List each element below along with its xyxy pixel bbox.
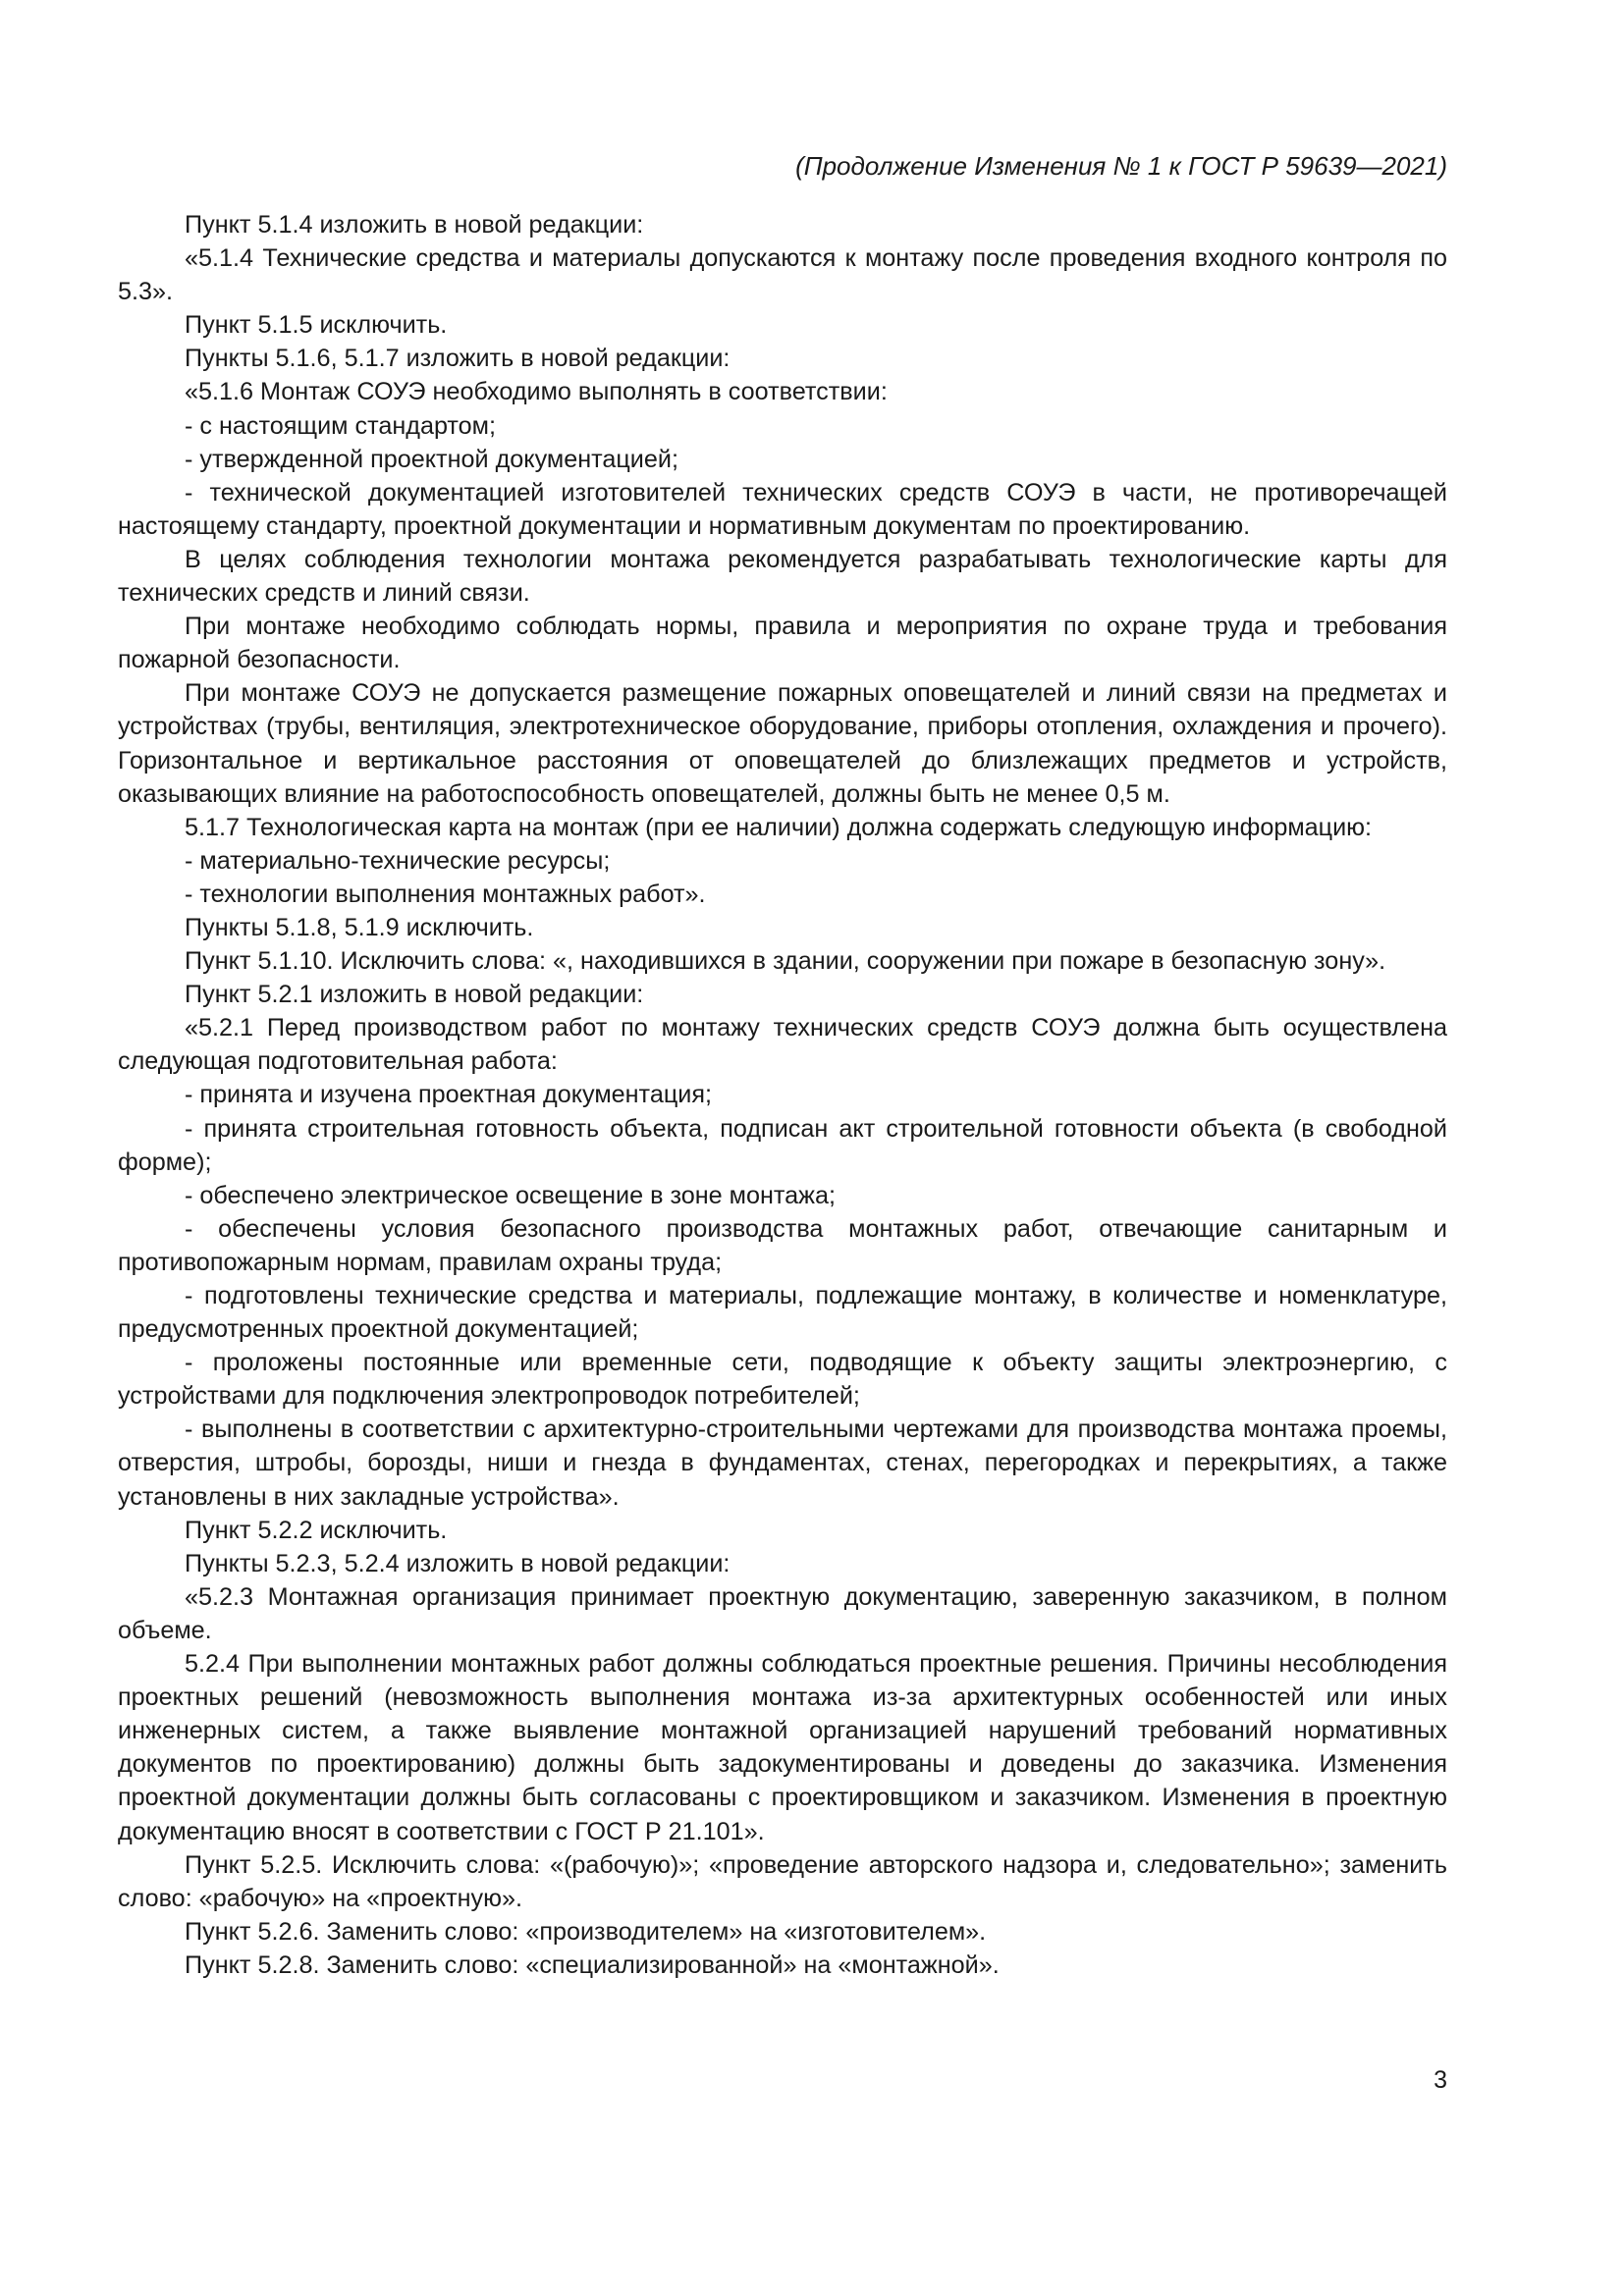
list-item: - с настоящим стандартом; xyxy=(185,411,496,440)
paragraph: 5.1.7 Технологическая карта на монтаж (при ее наличии) должна содержать следующую информацию: xyxy=(185,813,1373,841)
page-number: 3 xyxy=(1434,2066,1447,2094)
list-item: - обеспечены условия безопасного производства монтажных работ, отвечающие санитарным и противопожарным нормам, правилам охраны труда; xyxy=(118,1214,1447,1276)
paragraph: 5.2.4 При выполнении монтажных работ должны соблюдаться проектные решения. Причины несоблюдения проектных решений (невозможность выполнения монтажа из-за архитектурных особенностей или иных инженерных систем, а также выявление монтажной организацией нарушений требований нормативных документов по проектированию) должны быть задокументированы и доведены до заказчика. Изменения проектной документации должны быть согласованы с проектировщиком и заказчиком. Изменения в проектную документацию вносят в соответствии с ГОСТ Р 21.101». xyxy=(118,1650,1447,1845)
paragraph: При монтаже СОУЭ не допускается размещение пожарных оповещателей и линий связи на предметах и устройствах (трубы, вентиляция, электротехническое оборудование, приборы отопления, охлаждения и прочего). Горизонтальное и вертикальное расстояния от оповещателей до близлежащих предметов и устройств, оказывающих влияние на работоспособность оповещателей, должны быть не менее 0,5 м. xyxy=(118,679,1447,808)
list-item: - принята и изучена проектная документация; xyxy=(185,1081,712,1109)
paragraph: Пункты 5.1.6, 5.1.7 изложить в новой редакции: xyxy=(185,345,731,373)
paragraph: «5.1.6 Монтаж СОУЭ необходимо выполнять в соответствии: xyxy=(185,378,888,406)
paragraph: Пункт 5.2.1 изложить в новой редакции: xyxy=(185,981,644,1009)
list-item: - технологии выполнения монтажных работ». xyxy=(185,880,706,908)
paragraph: Пункт 5.1.4 изложить в новой редакции: xyxy=(185,211,644,239)
paragraph: Пункт 5.2.2 исключить. xyxy=(185,1516,448,1544)
list-item: - принята строительная готовность объекта, подписан акт строительной готовности объекта (в свободной форме); xyxy=(118,1114,1447,1176)
paragraph: «5.2.3 Монтажная организация принимает проектную документацию, заверенную заказчиком, в полном объеме. xyxy=(118,1582,1447,1644)
body-text xyxy=(118,208,1447,1982)
paragraph: Пункт 5.1.10. Исключить слова: «, находившихся в здании, сооружении при пожаре в безопасную зону». xyxy=(185,947,1386,976)
running-header: (Продолжение Изменения № 1 к ГОСТ Р 59639—2021) xyxy=(795,151,1447,181)
paragraph: «5.2.1 Перед производством работ по монтажу технических средств СОУЭ должна быть осуществлена следующая подготовительная работа: xyxy=(118,1014,1447,1076)
paragraph: Пункт 5.1.5 исключить. xyxy=(185,311,448,340)
list-item: - материально-технические ресурсы; xyxy=(185,846,611,875)
paragraph: Пункт 5.2.6. Заменить слово: «производителем» на «изготовителем». xyxy=(185,1917,987,1946)
paragraph: Пункты 5.1.8, 5.1.9 исключить. xyxy=(185,913,534,941)
list-item: - утвержденной проектной документацией; xyxy=(185,445,678,473)
paragraph: Пункт 5.2.8. Заменить слово: «специализированной» на «монтажной». xyxy=(185,1950,1000,1979)
paragraph: Пункты 5.2.3, 5.2.4 изложить в новой редакции: xyxy=(185,1549,731,1577)
list-item: - технической документацией изготовителей технических средств СОУЭ в части, не противоречащей настоящему стандарту, проектной документации и нормативным документам по проектированию. xyxy=(118,478,1447,540)
list-item: - выполнены в соответствии с архитектурно-строительными чертежами для производства монтажа проемы, отверстия, штробы, борозды, ниши и гнезда в фундаментах, стенах, перегородках и перекрытиях, а также установлены в них закладные устройства». xyxy=(118,1415,1447,1511)
list-item: - обеспечено электрическое освещение в зоне монтажа; xyxy=(185,1181,837,1209)
list-item: - подготовлены технические средства и материалы, подлежащие монтажу, в количестве и номенклатуре, предусмотренных проектной документацией; xyxy=(118,1282,1447,1344)
paragraph: В целях соблюдения технологии монтажа рекомендуется разрабатывать технологические карты для технических средств и линий связи. xyxy=(118,545,1447,608)
paragraph: «5.1.4 Технические средства и материалы допускаются к монтажу после проведения входного контроля по 5.3». xyxy=(118,244,1447,306)
paragraph: Пункт 5.2.5. Исключить слова: «(рабочую)»; «проведение авторского надзора и, следовательно»; заменить слово: «рабочую» на «проектную». xyxy=(118,1850,1447,1912)
paragraph: При монтаже необходимо соблюдать нормы, правила и мероприятия по охране труда и требования пожарной безопасности. xyxy=(118,613,1447,674)
list-item: - проложены постоянные или временные сети, подводящие к объекту защиты электроэнергию, с устройствами для подключения электропроводок потребителей; xyxy=(118,1349,1447,1411)
